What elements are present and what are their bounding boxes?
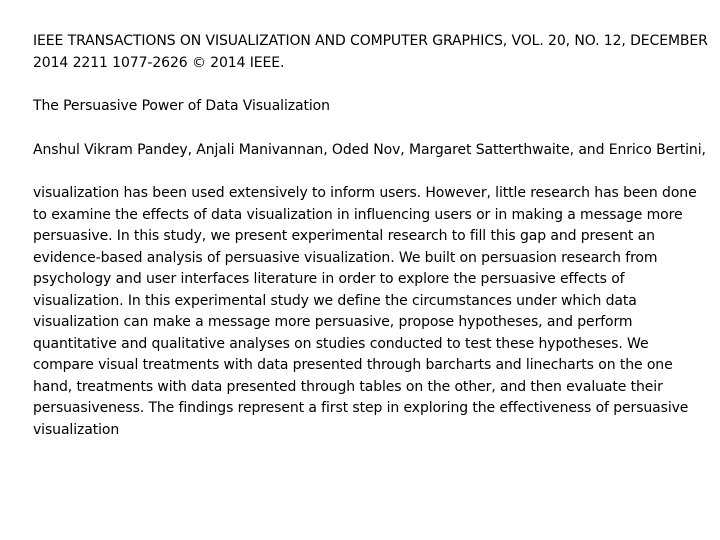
document-page xyxy=(33,31,709,441)
abstract-text: visualization has been used extensively to inform users. However, little research has been done to examine the effects of data visualization in influencing users or in making a message more persuasive. In this study, we present experimental research to fill this gap and present an evidence-based analysis of persuasive visualization. We built on persuasion research from psychology and user interfaces literature in order to explore the persuasive effects of visualization. In this experimental study we define the circumstances under which data visualization can make a message more persuasive, propose hypotheses, and perform quantitative and qualitative analyses on studies conducted to test these hypotheses. We compare visual treatments with data presented through barcharts and linecharts on the one hand, treatments with data presented through tables on the other, and then evaluate their persuasiveness. The findings represent a first step in exploring the effectiveness of persuasive visualization xyxy=(33,185,697,438)
journal-header: IEEE TRANSACTIONS ON VISUALIZATION AND COMPUTER GRAPHICS, VOL. 20, NO. 12, DECEMBER 2014 2211 1077-2626 © 2014 IEEE. xyxy=(33,33,708,71)
paper-title: The Persuasive Power of Data Visualization xyxy=(33,98,330,114)
author-list: Anshul Vikram Pandey, Anjali Manivannan, Oded Nov, Margaret Satterthwaite, and Enrico Bertini, xyxy=(33,141,706,158)
